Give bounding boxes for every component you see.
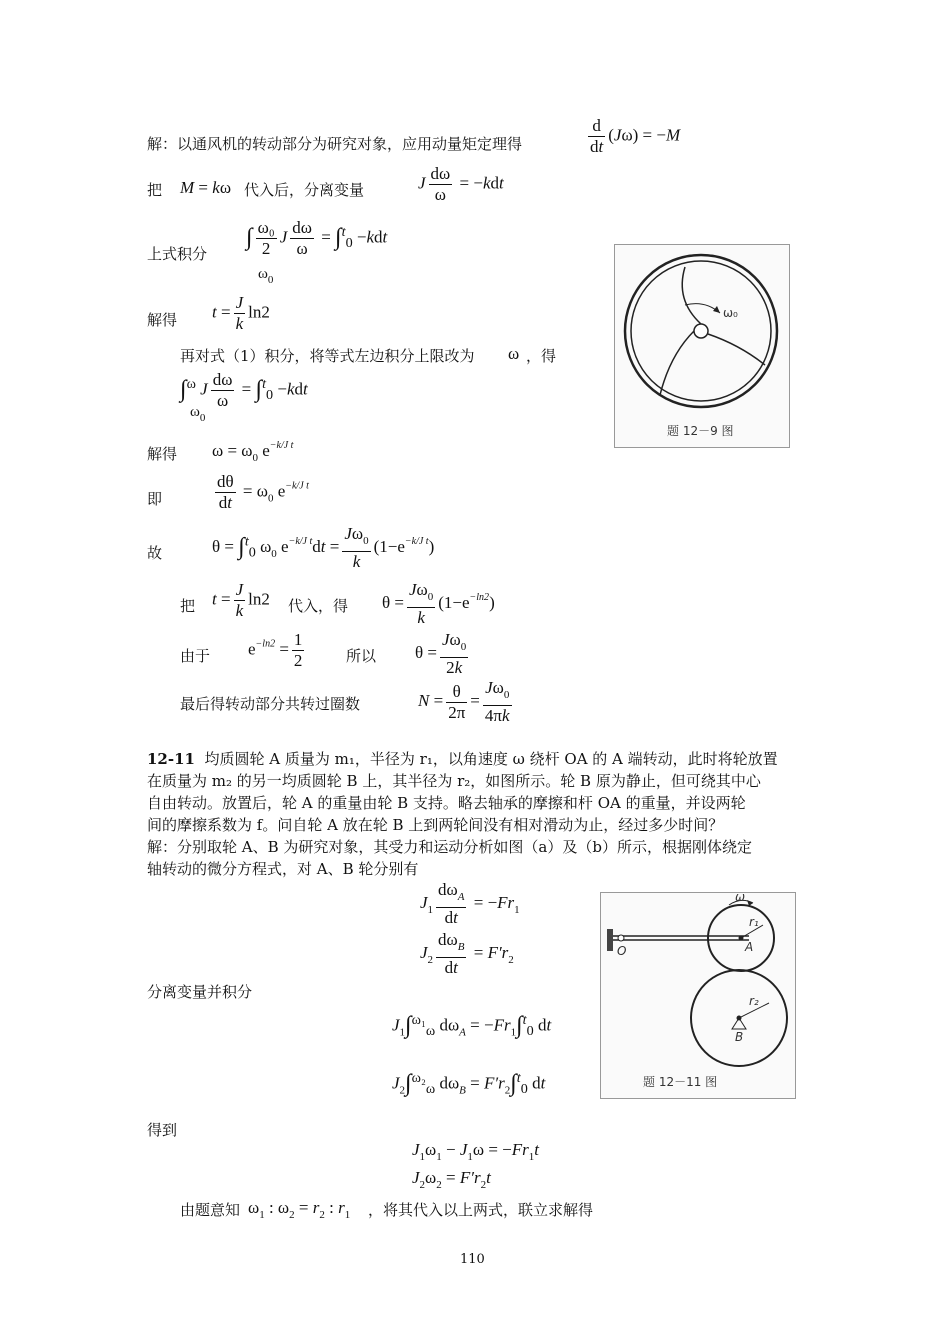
eq-N: N = $\frac{\theta}{2\pi}$ = $\frac{J\omega_0}{4\pi k}$ [418, 678, 510, 725]
prob11-statement [147, 748, 807, 880]
sol9-suoyi: 所以 [346, 647, 377, 665]
eq-dtheta: $\frac{d\theta}{dt}$ = $\omega_0$ $e^{-k/J t}$ [217, 472, 309, 512]
fig11-r2: r₂ [749, 994, 759, 1008]
eq-omega-t: $\omega = \omega_0$ $e^{-k/J t}$ [212, 440, 294, 464]
eq-e-ln2: $e^{-ln2}$ = $\frac{1}{2}$ [248, 630, 303, 670]
eq-int-A: $J_1\int^{\omega_1}_\omega$ $d\omega_A = -Fr_1\int^t_0$ dt [392, 1012, 552, 1040]
sol9-youyu: 由于 [180, 647, 211, 665]
eq-integral-1: ∫ $\frac{\text{ω₀}}{2}$ J $\frac{d\omega}{\omega}$ = ∫$^t_0$ −kdt [246, 218, 388, 258]
eq-integral-1-lower: $\omega_0$ [258, 266, 274, 286]
eq-result-B: $J_2\omega_2 = F'r_2t$ [412, 1168, 491, 1191]
eq-theta-final: θ = $\frac{J\omega_0}{2k}$ [415, 630, 467, 677]
sol9-jiede2: 解得 [147, 445, 178, 463]
sol9-ji: 即 [147, 490, 163, 508]
prob11-text1: 均质圆轮 A 质量为 m₁，半径为 r₁，以角速度 ω 绕杆 OA 的 A 端转动，此时将轮放置 [204, 750, 778, 768]
prob11-text3: 自由转动。放置后，轮 A 的重量由轮 B 支持。略去轴承的摩擦和杆 OA 的重量，并设两轮 [147, 794, 746, 812]
sol9-shangshi: 上式积分 [147, 245, 208, 263]
eq-integral-2-lower: $\omega_0$ [190, 404, 206, 424]
eq-angular-momentum: $\frac{d}{dt}$ (Jω) = −M [590, 116, 681, 156]
prob11-number: 12-11 [147, 750, 195, 768]
eq-result-A: $J_1\omega_1 - J_1\omega = -Fr_1t$ [412, 1140, 539, 1163]
wheels-diagram [601, 893, 795, 1098]
page-number: 110 [460, 1252, 485, 1267]
sol9-ba: 把 [147, 181, 163, 199]
prob11-text2: 在质量为 m₂ 的另一均质圆轮 B 上，其半径为 r₂，如图所示。轮 B 原为静止，但可绕其中心 [147, 772, 761, 790]
prob11-sol1: 解：分别取轮 A、B 为研究对象，其受力和运动分析如图（a）及（b）所示，根据刚体绕定 [147, 838, 752, 856]
prob11-fenli: 分离变量并积分 [147, 983, 253, 1001]
fig11-omega: ω [735, 893, 746, 904]
sol9-jiede1: 解得 [147, 311, 178, 329]
eq-t-sub: t = $\frac{J}{k}$ ln2 [212, 580, 270, 620]
sol9-daihou: 代入后，分离变量 [244, 181, 365, 199]
fig11-B: B [735, 1030, 744, 1044]
eq-separate: J $\frac{d\omega}{\omega}$ = −kdt [418, 164, 504, 204]
sol9-daiinde: 代入，得 [288, 597, 349, 615]
eq-theta-ln2: θ = $\frac{J\omega_0}{k}$ $(1-e^{-ln2})$ [382, 580, 495, 627]
prob11-youtiyi: 由题意知 [180, 1201, 241, 1219]
prob11-text4: 间的摩擦系数为 f。问自轮 A 放在轮 B 上到两轮间没有相对滑动为止，经过多少时间？ [147, 816, 724, 834]
fig11-caption: 题 12－11 图 [643, 1075, 718, 1089]
eq-JA: $J_1$ $\frac{d\omega_A}{dt}$ = $-Fr_1$ [420, 880, 520, 927]
sol9-ba2: 把 [180, 597, 196, 615]
eq-t-result: t = $\frac{J}{k}$ ln2 [212, 293, 270, 333]
sol9-zaidui: 再对式（1）积分，将等式左边积分上限改为 [180, 347, 475, 365]
fig11-A: A [745, 940, 754, 954]
eq-int-B: $J_2\int^{\omega_2}_\omega$ $d\omega_B = F'r_2\int^t_0$ dt [392, 1070, 546, 1098]
sol9-gu: 故 [147, 544, 163, 562]
eq-m-kw: M = kω [180, 178, 232, 197]
figure-12-11 [600, 892, 796, 1099]
fig11-O: O [617, 944, 627, 958]
figure-12-9 [614, 244, 790, 448]
eq-theta: θ = ∫$^t_0$ $\omega_0$ $e^{-k/J t}dt$ = $\frac{J\omega_0}{k}$ $(1-e^{-k/J t})$ [212, 524, 435, 571]
prob11-jiangqi: ，将其代入以上两式，联立求解得 [368, 1201, 594, 1219]
eq-integral-2: ∫$^\omega$ J $\frac{d\omega}{\omega}$ = ∫$^t_0$ −kdt [180, 370, 308, 410]
sol9-zuihou: 最后得转动部分共转过圈数 [180, 695, 361, 713]
eq-omega-symbol: ω [508, 344, 520, 363]
sol9-de: ，得 [526, 347, 557, 365]
prob11-sol2: 轴转动的微分方程式，对 A、B 轮分别有 [147, 860, 419, 878]
fan-diagram [615, 245, 789, 447]
fig11-r1: r₁ [749, 915, 759, 929]
prob11-dedao: 得到 [147, 1121, 178, 1139]
sol9-intro: 解：以通风机的转动部分为研究对象，应用动量矩定理得 [147, 135, 523, 153]
fig9-caption: 题 12－9 图 [667, 424, 734, 438]
fig9-omega-label: ω₀ [723, 306, 738, 320]
eq-JB: $J_2$ $\frac{d\omega_B}{dt}$ = $F'r_2$ [420, 930, 514, 977]
eq-ratio: $\omega_1$ : $\omega_2 = r_2$ : $r_1$ [248, 1198, 351, 1221]
